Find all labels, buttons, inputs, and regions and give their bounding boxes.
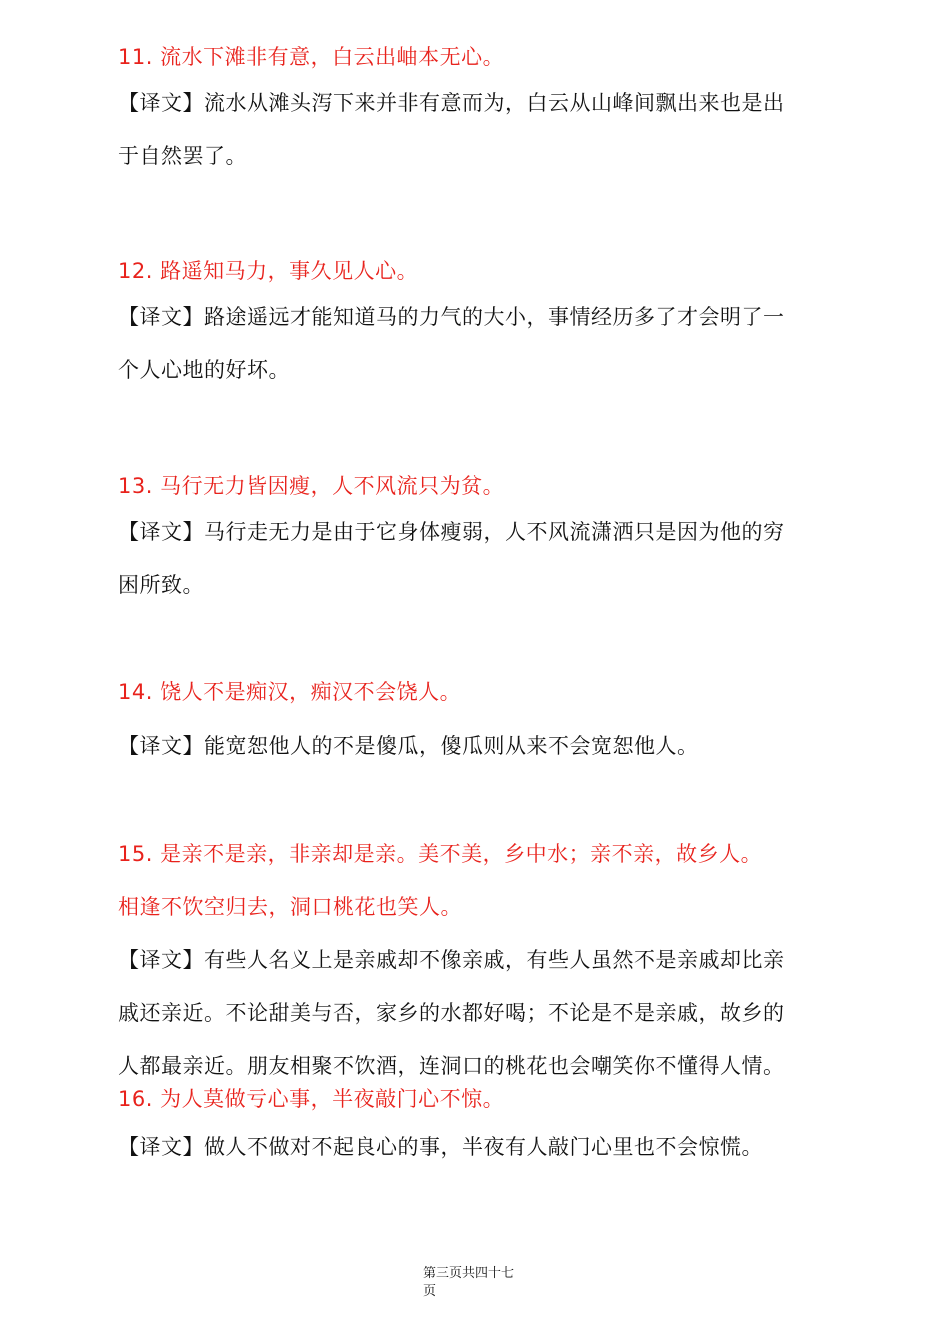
entry-15-title-line-2: 相逢不饮空归去，洞口桃花也笑人。 xyxy=(118,895,462,919)
page-number-line-1: 第三页共四十七 xyxy=(423,1266,515,1281)
page-number-line-2: 页 xyxy=(423,1284,437,1299)
entry-16-title: 16. 为人莫做亏心事，半夜敲门心不惊。 xyxy=(118,1087,505,1111)
entry-12-title: 12. 路遥知马力，事久见人心。 xyxy=(118,259,419,283)
entry-15-translation-line-3: 人都最亲近。朋友相聚不饮酒，连洞口的桃花也会嘲笑你不懂得人情。 xyxy=(118,1054,785,1078)
entry-12-translation-line-2: 个人心地的好坏。 xyxy=(118,358,290,382)
entry-15-translation-line-2: 戚还亲近。不论甜美与否，家乡的水都好喝；不论是不是亲戚，故乡的 xyxy=(118,1001,785,1025)
entry-15-title: 15. 是亲不是亲，非亲却是亲。美不美，乡中水；亲不亲，故乡人。 xyxy=(118,842,763,866)
entry-12-translation-line-1: 【译文】路途遥远才能知道马的力气的大小，事情经历多了才会明了一 xyxy=(118,305,785,329)
entry-13-title: 13. 马行无力皆因瘦，人不风流只为贫。 xyxy=(118,474,505,498)
entry-15-translation-line-1: 【译文】有些人名义上是亲戚却不像亲戚，有些人虽然不是亲戚却比亲 xyxy=(118,948,785,972)
entry-14-title: 14. 饶人不是痴汉，痴汉不会饶人。 xyxy=(118,680,462,704)
entry-13-translation-line-1: 【译文】马行走无力是由于它身体瘦弱，人不风流潇洒只是因为他的穷 xyxy=(118,520,785,544)
entry-13-translation-line-2: 困所致。 xyxy=(118,573,204,597)
entry-14-translation-line-1: 【译文】能宽恕他人的不是傻瓜，傻瓜则从来不会宽恕他人。 xyxy=(118,734,699,758)
entry-11-translation-line-2: 于自然罢了。 xyxy=(118,144,247,168)
entry-11-title: 11. 流水下滩非有意，白云出岫本无心。 xyxy=(118,45,505,69)
entry-16-translation-line-1: 【译文】做人不做对不起良心的事，半夜有人敲门心里也不会惊慌。 xyxy=(118,1135,763,1159)
entry-11-translation-line-1: 【译文】流水从滩头泻下来并非有意而为，白云从山峰间飘出来也是出 xyxy=(118,91,785,115)
